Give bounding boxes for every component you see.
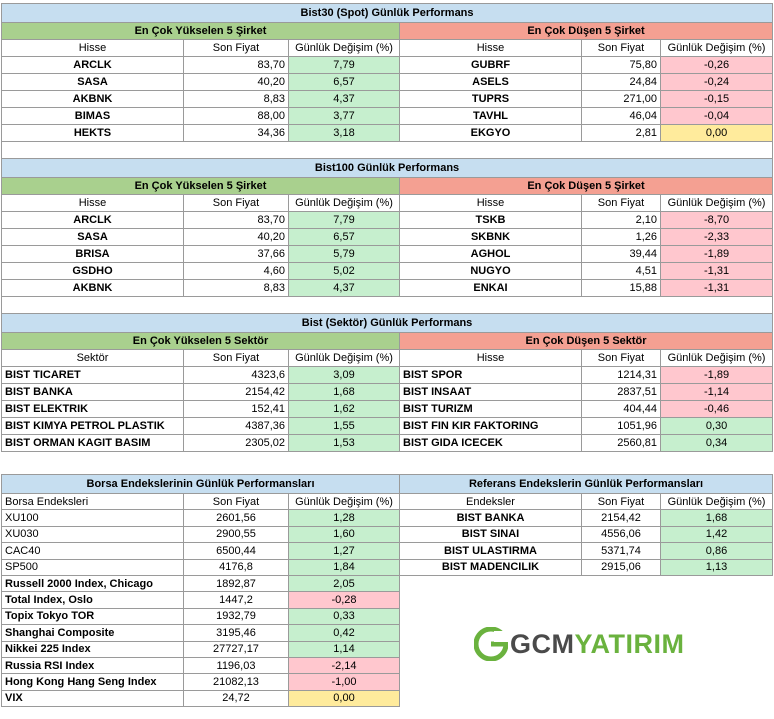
row-price: 1214,31 bbox=[582, 367, 661, 384]
row-name: BIST GIDA ICECEK bbox=[400, 435, 582, 452]
row-name: TSKB bbox=[400, 212, 582, 229]
bist30-title-row bbox=[2, 4, 773, 23]
row-price: 4387,36 bbox=[184, 418, 289, 435]
row-name: BIST TICARET bbox=[2, 367, 184, 384]
row-change: 1,68 bbox=[661, 510, 773, 526]
row-change: 0,30 bbox=[661, 418, 773, 435]
column-header: Hisse bbox=[400, 40, 582, 57]
row-price: 15,88 bbox=[582, 280, 661, 297]
row-name: SKBNK bbox=[400, 229, 582, 246]
column-header: Son Fiyat bbox=[582, 494, 661, 510]
column-header: Günlük Değişim (%) bbox=[289, 40, 400, 57]
table-row bbox=[2, 246, 773, 263]
row-name: BIST INSAAT bbox=[400, 384, 582, 401]
row-price: 24,72 bbox=[184, 690, 289, 706]
row-name: GSDHO bbox=[2, 263, 184, 280]
column-header: Son Fiyat bbox=[184, 195, 289, 212]
row-change: -2,33 bbox=[661, 229, 773, 246]
row-name: Shanghai Composite bbox=[2, 625, 184, 641]
bist100-down-header: En Çok Düşen 5 Şirket bbox=[400, 178, 773, 195]
borsa-title-row bbox=[2, 475, 400, 494]
sector-up-header: En Çok Yükselen 5 Sektör bbox=[2, 333, 400, 350]
row-name: SP500 bbox=[2, 559, 184, 575]
row-name: BIST KIMYA PETROL PLASTIK bbox=[2, 418, 184, 435]
column-header: Günlük Değişim (%) bbox=[289, 195, 400, 212]
column-header: Günlük Değişim (%) bbox=[289, 350, 400, 367]
sector-subheader-row bbox=[2, 333, 773, 350]
row-change: 7,79 bbox=[289, 57, 400, 74]
row-change: 0,00 bbox=[289, 690, 400, 706]
row-name: Hong Kong Hang Seng Index bbox=[2, 674, 184, 690]
row-price: 4176,8 bbox=[184, 559, 289, 575]
table-row bbox=[2, 280, 773, 297]
row-name: BIMAS bbox=[2, 108, 184, 125]
row-price: 1051,96 bbox=[582, 418, 661, 435]
row-price: 271,00 bbox=[582, 91, 661, 108]
row-change: 0,33 bbox=[289, 608, 400, 624]
row-price: 1932,79 bbox=[184, 608, 289, 624]
row-change: 4,37 bbox=[289, 280, 400, 297]
row-price: 8,83 bbox=[184, 280, 289, 297]
column-header: Son Fiyat bbox=[582, 40, 661, 57]
row-name: VIX bbox=[2, 690, 184, 706]
row-change: 0,34 bbox=[661, 435, 773, 452]
row-change: 5,02 bbox=[289, 263, 400, 280]
referans-title: Referans Endekslerin Günlük Performansları bbox=[400, 475, 773, 494]
row-change: 0,42 bbox=[289, 625, 400, 641]
row-change: 4,37 bbox=[289, 91, 400, 108]
column-header: Son Fiyat bbox=[184, 350, 289, 367]
row-name: SASA bbox=[2, 74, 184, 91]
referans-endeksler-table bbox=[399, 474, 773, 576]
row-price: 152,41 bbox=[184, 401, 289, 418]
row-change: 5,79 bbox=[289, 246, 400, 263]
row-name: TAVHL bbox=[400, 108, 582, 125]
row-change: 1,60 bbox=[289, 526, 400, 542]
row-change: 1,42 bbox=[661, 526, 773, 542]
gap-cell bbox=[2, 142, 773, 159]
row-change: 3,77 bbox=[289, 108, 400, 125]
table-row bbox=[400, 559, 773, 575]
row-change: 0,00 bbox=[661, 125, 773, 142]
row-price: 1196,03 bbox=[184, 657, 289, 673]
bist-top-grid bbox=[1, 3, 773, 452]
row-price: 4,60 bbox=[184, 263, 289, 280]
row-name: TUPRS bbox=[400, 91, 582, 108]
table-row bbox=[2, 674, 400, 690]
row-change: -2,14 bbox=[289, 657, 400, 673]
column-header: Son Fiyat bbox=[184, 40, 289, 57]
row-name: BIST BANKA bbox=[400, 510, 582, 526]
sector-title: Bist (Sektör) Günlük Performans bbox=[2, 314, 773, 333]
column-header: Sektör bbox=[2, 350, 184, 367]
logo-gcm-text: GCM bbox=[510, 628, 575, 659]
row-name: ENKAI bbox=[400, 280, 582, 297]
table-row bbox=[2, 510, 400, 526]
row-change: 1,53 bbox=[289, 435, 400, 452]
row-name: AKBNK bbox=[2, 91, 184, 108]
table-row bbox=[2, 592, 400, 608]
row-price: 4556,06 bbox=[582, 526, 661, 542]
row-price: 24,84 bbox=[582, 74, 661, 91]
row-name: CAC40 bbox=[2, 543, 184, 559]
row-price: 27727,17 bbox=[184, 641, 289, 657]
row-name: BRISA bbox=[2, 246, 184, 263]
column-header: Son Fiyat bbox=[582, 350, 661, 367]
row-name: SASA bbox=[2, 229, 184, 246]
row-name: BIST BANKA bbox=[2, 384, 184, 401]
row-change: 2,05 bbox=[289, 575, 400, 591]
bist100-title-row bbox=[2, 159, 773, 178]
row-name: ARCLK bbox=[2, 212, 184, 229]
column-header: Son Fiyat bbox=[582, 195, 661, 212]
table-row bbox=[2, 74, 773, 91]
row-change: -1,14 bbox=[661, 384, 773, 401]
row-change: -0,26 bbox=[661, 57, 773, 74]
table-row bbox=[2, 263, 773, 280]
column-header: Günlük Değişim (%) bbox=[661, 494, 773, 510]
sector-down-header: En Çok Düşen 5 Sektör bbox=[400, 333, 773, 350]
row-change: -0,24 bbox=[661, 74, 773, 91]
column-header: Endeksler bbox=[400, 494, 582, 510]
row-name: GUBRF bbox=[400, 57, 582, 74]
row-price: 21082,13 bbox=[184, 674, 289, 690]
column-header: Günlük Değişim (%) bbox=[661, 40, 773, 57]
column-header: Hisse bbox=[400, 195, 582, 212]
row-name: ASELS bbox=[400, 74, 582, 91]
row-price: 39,44 bbox=[582, 246, 661, 263]
row-price: 1447,2 bbox=[184, 592, 289, 608]
row-change: -0,28 bbox=[289, 592, 400, 608]
row-price: 75,80 bbox=[582, 57, 661, 74]
logo-yatirim-text: YATIRIM bbox=[574, 628, 685, 659]
gap-cell bbox=[2, 297, 773, 314]
table-row bbox=[2, 401, 773, 418]
row-name: BIST FIN KIR FAKTORING bbox=[400, 418, 582, 435]
row-price: 83,70 bbox=[184, 212, 289, 229]
row-name: Topix Tokyo TOR bbox=[2, 608, 184, 624]
table-row bbox=[2, 690, 400, 706]
column-header: Hisse bbox=[2, 195, 184, 212]
row-price: 40,20 bbox=[184, 229, 289, 246]
row-price: 2,81 bbox=[582, 125, 661, 142]
row-price: 2915,06 bbox=[582, 559, 661, 575]
row-name: BIST ULASTIRMA bbox=[400, 543, 582, 559]
row-price: 5371,74 bbox=[582, 543, 661, 559]
table-row bbox=[400, 510, 773, 526]
row-price: 83,70 bbox=[184, 57, 289, 74]
row-price: 2154,42 bbox=[582, 510, 661, 526]
table-row bbox=[2, 608, 400, 624]
table-row bbox=[400, 543, 773, 559]
table-row bbox=[2, 229, 773, 246]
row-change: 6,57 bbox=[289, 74, 400, 91]
row-name: BIST TURIZM bbox=[400, 401, 582, 418]
borsa-endeksleri-table bbox=[1, 474, 400, 707]
row-name: BIST SINAI bbox=[400, 526, 582, 542]
row-price: 46,04 bbox=[582, 108, 661, 125]
row-change: 1,13 bbox=[661, 559, 773, 575]
row-change: -0,46 bbox=[661, 401, 773, 418]
row-change: -1,89 bbox=[661, 246, 773, 263]
gcm-globe-icon bbox=[474, 627, 508, 661]
borsa-column-header-row bbox=[2, 494, 400, 510]
column-header: Günlük Değişim (%) bbox=[661, 195, 773, 212]
table-row bbox=[400, 526, 773, 542]
column-header: Hisse bbox=[2, 40, 184, 57]
section-gap bbox=[2, 142, 773, 159]
row-change: -1,00 bbox=[289, 674, 400, 690]
table-row bbox=[2, 108, 773, 125]
table-row bbox=[2, 418, 773, 435]
row-change: 0,86 bbox=[661, 543, 773, 559]
table-row bbox=[2, 657, 400, 673]
row-change: 1,68 bbox=[289, 384, 400, 401]
bist100-title: Bist100 Günlük Performans bbox=[2, 159, 773, 178]
row-price: 1,26 bbox=[582, 229, 661, 246]
row-price: 3195,46 bbox=[184, 625, 289, 641]
table-row bbox=[2, 91, 773, 108]
row-change: 3,18 bbox=[289, 125, 400, 142]
referans-column-header-row bbox=[400, 494, 773, 510]
row-price: 37,66 bbox=[184, 246, 289, 263]
row-name: NUGYO bbox=[400, 263, 582, 280]
row-price: 8,83 bbox=[184, 91, 289, 108]
row-price: 1892,87 bbox=[184, 575, 289, 591]
row-name: AGHOL bbox=[400, 246, 582, 263]
row-price: 2,10 bbox=[582, 212, 661, 229]
row-change: -0,15 bbox=[661, 91, 773, 108]
column-header: Günlük Değişim (%) bbox=[661, 350, 773, 367]
bist100-column-header-row bbox=[2, 195, 773, 212]
sector-column-header-row bbox=[2, 350, 773, 367]
table-row bbox=[2, 125, 773, 142]
row-change: -1,31 bbox=[661, 263, 773, 280]
row-name: BIST ORMAN KAGIT BASIM bbox=[2, 435, 184, 452]
table-row bbox=[2, 559, 400, 575]
row-price: 34,36 bbox=[184, 125, 289, 142]
gcm-yatirim-logo bbox=[474, 626, 704, 662]
table-row bbox=[2, 435, 773, 452]
table-row bbox=[2, 526, 400, 542]
column-header: Günlük Değişim (%) bbox=[289, 494, 400, 510]
borsa-title: Borsa Endekslerinin Günlük Performansları bbox=[2, 475, 400, 494]
row-change: -8,70 bbox=[661, 212, 773, 229]
row-price: 4,51 bbox=[582, 263, 661, 280]
row-change: -1,89 bbox=[661, 367, 773, 384]
column-header: Borsa Endeksleri bbox=[2, 494, 184, 510]
table-row bbox=[2, 57, 773, 74]
table-row bbox=[2, 212, 773, 229]
row-change: -1,31 bbox=[661, 280, 773, 297]
row-price: 2837,51 bbox=[582, 384, 661, 401]
row-name: BIST ELEKTRIK bbox=[2, 401, 184, 418]
referans-title-row bbox=[400, 475, 773, 494]
row-change: 1,28 bbox=[289, 510, 400, 526]
row-price: 2560,81 bbox=[582, 435, 661, 452]
row-name: BIST SPOR bbox=[400, 367, 582, 384]
row-change: 1,27 bbox=[289, 543, 400, 559]
row-price: 40,20 bbox=[184, 74, 289, 91]
row-change: 1,55 bbox=[289, 418, 400, 435]
table-row bbox=[2, 543, 400, 559]
section-gap bbox=[2, 297, 773, 314]
column-header: Hisse bbox=[400, 350, 582, 367]
row-price: 2154,42 bbox=[184, 384, 289, 401]
table-row bbox=[2, 625, 400, 641]
bist30-up-header: En Çok Yükselen 5 Şirket bbox=[2, 23, 400, 40]
row-name: Russell 2000 Index, Chicago bbox=[2, 575, 184, 591]
row-change: 1,62 bbox=[289, 401, 400, 418]
table-row bbox=[2, 384, 773, 401]
row-name: Total Index, Oslo bbox=[2, 592, 184, 608]
row-name: XU100 bbox=[2, 510, 184, 526]
row-change: 1,84 bbox=[289, 559, 400, 575]
table-row bbox=[2, 641, 400, 657]
row-change: 6,57 bbox=[289, 229, 400, 246]
table-row bbox=[2, 575, 400, 591]
row-change: 1,14 bbox=[289, 641, 400, 657]
row-change: 7,79 bbox=[289, 212, 400, 229]
sector-title-row bbox=[2, 314, 773, 333]
row-change: -0,04 bbox=[661, 108, 773, 125]
row-price: 2305,02 bbox=[184, 435, 289, 452]
bist100-subheader-row bbox=[2, 178, 773, 195]
bist30-column-header-row bbox=[2, 40, 773, 57]
bist30-subheader-row bbox=[2, 23, 773, 40]
table-row bbox=[2, 367, 773, 384]
row-name: ARCLK bbox=[2, 57, 184, 74]
row-price: 2601,56 bbox=[184, 510, 289, 526]
row-name: AKBNK bbox=[2, 280, 184, 297]
row-name: BIST MADENCILIK bbox=[400, 559, 582, 575]
row-name: Russia RSI Index bbox=[2, 657, 184, 673]
row-price: 4323,6 bbox=[184, 367, 289, 384]
row-name: XU030 bbox=[2, 526, 184, 542]
row-name: Nikkei 225 Index bbox=[2, 641, 184, 657]
bist30-title: Bist30 (Spot) Günlük Performans bbox=[2, 4, 773, 23]
row-price: 404,44 bbox=[582, 401, 661, 418]
bist30-down-header: En Çok Düşen 5 Şirket bbox=[400, 23, 773, 40]
row-price: 6500,44 bbox=[184, 543, 289, 559]
row-price: 88,00 bbox=[184, 108, 289, 125]
row-name: EKGYO bbox=[400, 125, 582, 142]
column-header: Son Fiyat bbox=[184, 494, 289, 510]
bist100-up-header: En Çok Yükselen 5 Şirket bbox=[2, 178, 400, 195]
row-price: 2900,55 bbox=[184, 526, 289, 542]
row-name: HEKTS bbox=[2, 125, 184, 142]
row-change: 3,09 bbox=[289, 367, 400, 384]
